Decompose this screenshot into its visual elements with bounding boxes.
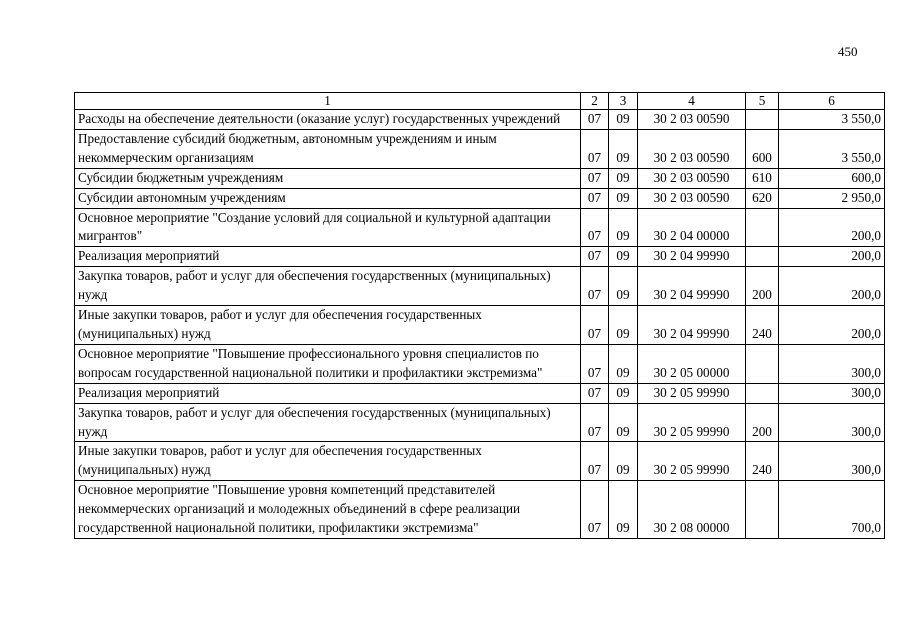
header-col-2: 2 (581, 93, 609, 110)
row-target-code: 30 2 05 99990 (638, 442, 746, 481)
row-amount: 300,0 (779, 344, 885, 383)
table-body (75, 110, 885, 539)
page-number: 450 (838, 44, 858, 59)
table-row (75, 188, 885, 208)
row-amount: 3 550,0 (779, 129, 885, 168)
table-row (75, 208, 885, 247)
row-target-code: 30 2 04 00000 (638, 208, 746, 247)
row-subsection: 09 (609, 306, 638, 345)
table-row (75, 306, 885, 345)
row-subsection: 09 (609, 168, 638, 188)
row-subsection: 09 (609, 247, 638, 267)
row-subsection: 09 (609, 403, 638, 442)
row-section: 07 (581, 188, 609, 208)
row-subsection: 09 (609, 267, 638, 306)
header-col-1: 1 (75, 93, 581, 110)
table-row (75, 110, 885, 130)
row-expense-type: 240 (746, 442, 779, 481)
row-amount: 300,0 (779, 383, 885, 403)
row-expense-type: 600 (746, 129, 779, 168)
row-target-code: 30 2 08 00000 (638, 481, 746, 539)
header-col-3: 3 (609, 93, 638, 110)
row-name: Основное мероприятие "Повышение уровня компетенций представителей некоммерческих организаций и молодежных объединений в сфере реализации государственной национальной политики, профилактики экстремизма" (75, 481, 581, 539)
row-target-code: 30 2 03 00590 (638, 129, 746, 168)
row-target-code: 30 2 05 99990 (638, 383, 746, 403)
row-target-code: 30 2 04 99990 (638, 267, 746, 306)
row-target-code: 30 2 04 99990 (638, 247, 746, 267)
row-expense-type: 200 (746, 403, 779, 442)
row-name: Закупка товаров, работ и услуг для обеспечения государственных (муниципальных) нужд (75, 267, 581, 306)
row-name: Закупка товаров, работ и услуг для обеспечения государственных (муниципальных) нужд (75, 403, 581, 442)
row-subsection: 09 (609, 208, 638, 247)
table-row (75, 383, 885, 403)
table-row (75, 129, 885, 168)
row-expense-type (746, 344, 779, 383)
row-section: 07 (581, 129, 609, 168)
row-name: Расходы на обеспечение деятельности (оказание услуг) государственных учреждений (75, 110, 581, 130)
header-col-6: 6 (779, 93, 885, 110)
row-section: 07 (581, 306, 609, 345)
row-section: 07 (581, 442, 609, 481)
row-name: Иные закупки товаров, работ и услуг для обеспечения государственных (муниципальных) нужд (75, 442, 581, 481)
row-amount: 200,0 (779, 208, 885, 247)
row-subsection: 09 (609, 129, 638, 168)
row-subsection: 09 (609, 344, 638, 383)
table-row (75, 481, 885, 539)
row-amount: 300,0 (779, 403, 885, 442)
row-amount: 700,0 (779, 481, 885, 539)
row-subsection: 09 (609, 383, 638, 403)
row-subsection: 09 (609, 188, 638, 208)
table-row (75, 267, 885, 306)
row-expense-type: 620 (746, 188, 779, 208)
row-amount: 200,0 (779, 247, 885, 267)
row-amount: 3 550,0 (779, 110, 885, 130)
table-row (75, 168, 885, 188)
row-name: Реализация мероприятий (75, 383, 581, 403)
row-section: 07 (581, 208, 609, 247)
table-row (75, 344, 885, 383)
row-name: Предоставление субсидий бюджетным, автономным учреждениям и иным некоммерческим организациям (75, 129, 581, 168)
header-col-4: 4 (638, 93, 746, 110)
row-subsection: 09 (609, 481, 638, 539)
row-section: 07 (581, 403, 609, 442)
row-expense-type (746, 110, 779, 130)
row-subsection: 09 (609, 110, 638, 130)
row-amount: 200,0 (779, 306, 885, 345)
table-row (75, 442, 885, 481)
row-target-code: 30 2 03 00590 (638, 188, 746, 208)
row-target-code: 30 2 03 00590 (638, 110, 746, 130)
row-amount: 600,0 (779, 168, 885, 188)
table-row (75, 247, 885, 267)
row-name: Основное мероприятие "Создание условий для социальной и культурной адаптации мигрантов" (75, 208, 581, 247)
row-target-code: 30 2 05 99990 (638, 403, 746, 442)
row-target-code: 30 2 04 99990 (638, 306, 746, 345)
row-expense-type (746, 247, 779, 267)
row-amount: 2 950,0 (779, 188, 885, 208)
row-name: Субсидии автономным учреждениям (75, 188, 581, 208)
row-section: 07 (581, 344, 609, 383)
budget-table (74, 92, 885, 539)
row-name: Иные закупки товаров, работ и услуг для обеспечения государственных (муниципальных) нужд (75, 306, 581, 345)
row-section: 07 (581, 110, 609, 130)
row-expense-type (746, 383, 779, 403)
table-header-row (75, 93, 885, 110)
header-col-5: 5 (746, 93, 779, 110)
row-name: Основное мероприятие "Повышение профессионального уровня специалистов по вопросам государственной национальной политики и профилактики экстремизма" (75, 344, 581, 383)
row-subsection: 09 (609, 442, 638, 481)
row-expense-type (746, 481, 779, 539)
table-row (75, 403, 885, 442)
row-expense-type: 610 (746, 168, 779, 188)
row-expense-type (746, 208, 779, 247)
row-name: Реализация мероприятий (75, 247, 581, 267)
row-amount: 300,0 (779, 442, 885, 481)
row-target-code: 30 2 03 00590 (638, 168, 746, 188)
row-expense-type: 200 (746, 267, 779, 306)
row-target-code: 30 2 05 00000 (638, 344, 746, 383)
row-expense-type: 240 (746, 306, 779, 345)
row-section: 07 (581, 168, 609, 188)
row-amount: 200,0 (779, 267, 885, 306)
row-section: 07 (581, 383, 609, 403)
row-name: Субсидии бюджетным учреждениям (75, 168, 581, 188)
row-section: 07 (581, 481, 609, 539)
row-section: 07 (581, 247, 609, 267)
row-section: 07 (581, 267, 609, 306)
